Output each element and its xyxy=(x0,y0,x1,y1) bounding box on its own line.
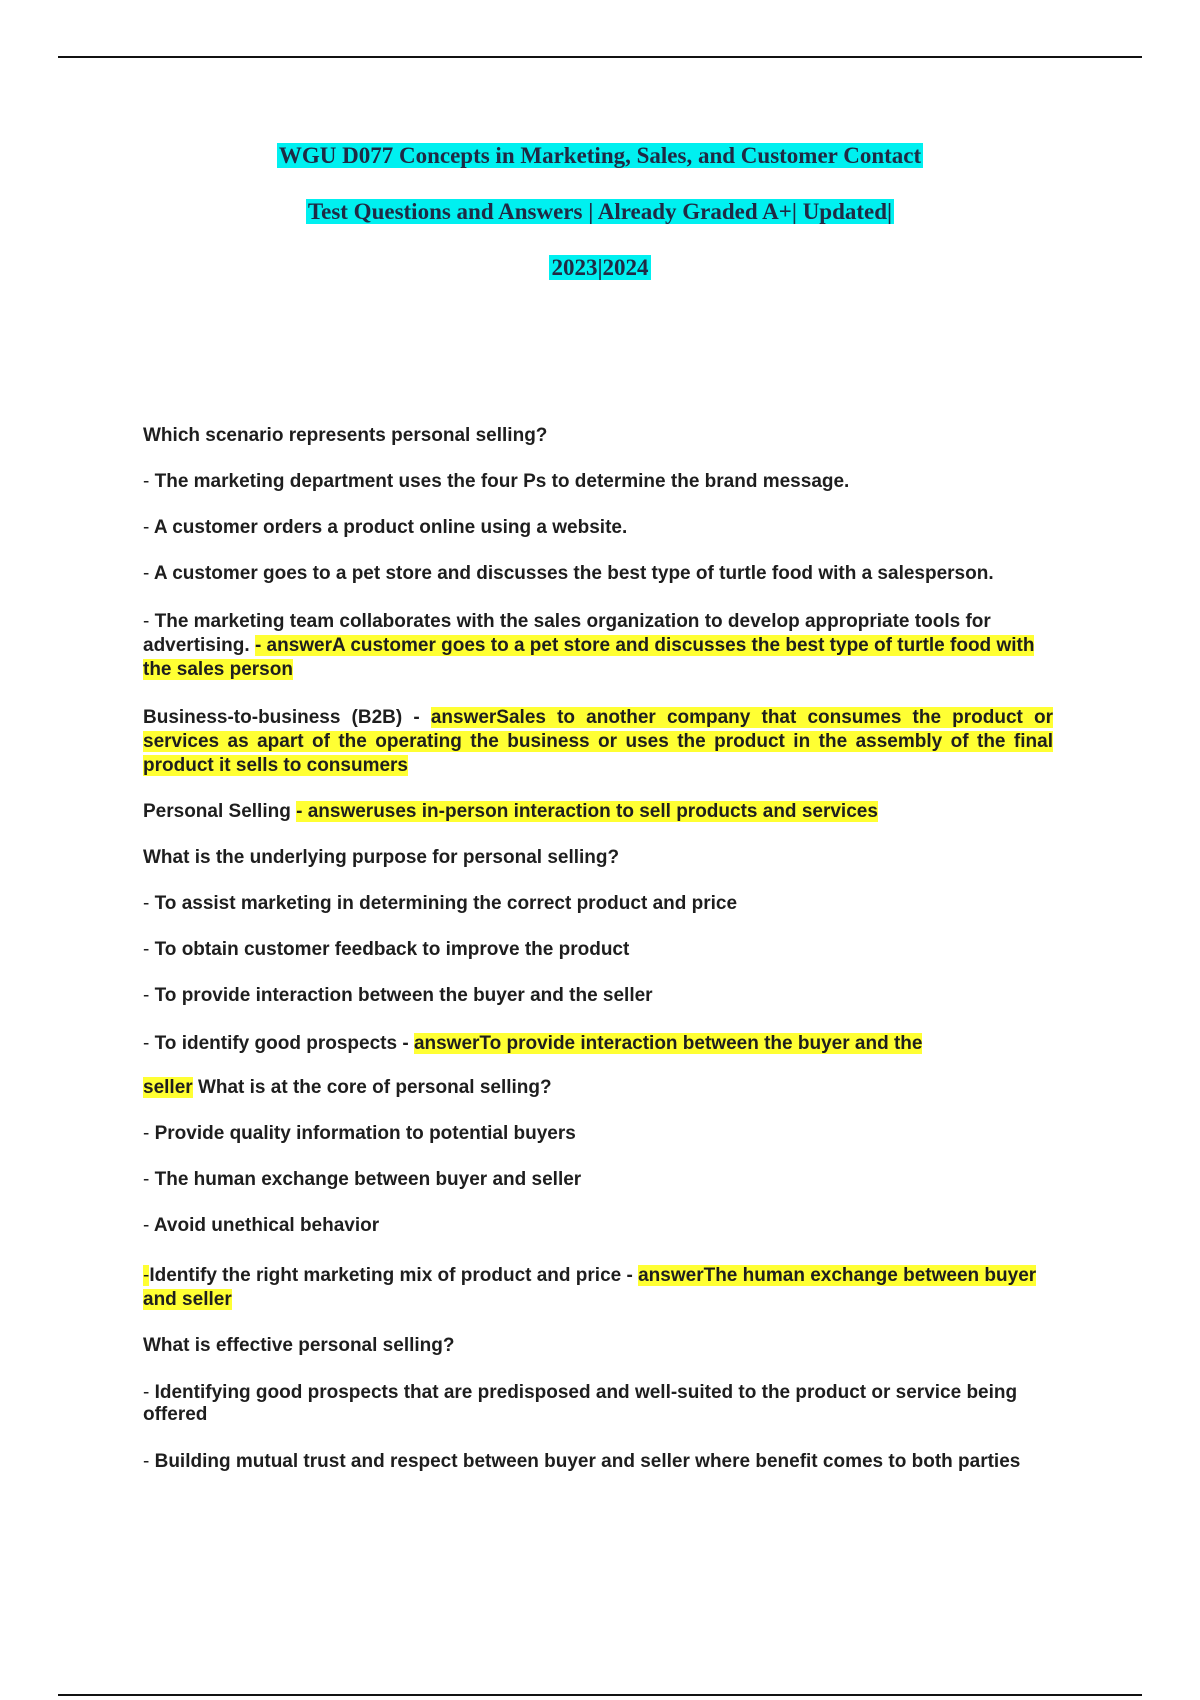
ps-term: Personal Selling xyxy=(143,801,291,822)
document-title xyxy=(0,142,1200,310)
ps-answer: - answeruses in-person interaction to sell products and services xyxy=(296,801,878,822)
q3-answer: answerThe human exchange between buyer and seller xyxy=(143,1265,1037,1310)
b2b-definition xyxy=(143,706,1053,778)
q2-answer-end-and-question-3: seller What is at the core of personal selling? xyxy=(143,1077,552,1098)
q1-option-2: - A customer orders a product online using a website. xyxy=(143,517,628,538)
question-2: What is the underlying purpose for personal selling? xyxy=(143,847,620,868)
b2b-answer: answerSales to another company that consumes the product or services as apart of the operating the business or uses the product in the assembly of the final product it sells to consumers xyxy=(143,707,1054,776)
question-4: What is effective personal selling? xyxy=(143,1335,455,1356)
q3-option-3: - Avoid unethical behavior xyxy=(143,1215,380,1236)
personal-selling-definition xyxy=(143,800,1053,824)
q4-option-2: - Building mutual trust and respect between buyer and seller where benefit comes to both parties xyxy=(143,1451,1021,1472)
title-line-1: WGU D077 Concepts in Marketing, Sales, and Customer Contact xyxy=(278,143,922,168)
q2-option-1: - To assist marketing in determining the correct product and price xyxy=(143,893,738,914)
q1-option-4: - The marketing team collaborates with the sales organization to develop appropriate tools for advertising. - answerA customer goes to a pet store and discusses the best type of turtle food with the sales person xyxy=(143,611,1035,680)
q1-answer: - answerA customer goes to a pet store and discusses the best type of turtle food with the sales person xyxy=(143,635,1035,680)
q2-option-4: - To identify good prospects - answerTo provide interaction between the buyer and the xyxy=(143,1033,923,1054)
q3-option-2: - The human exchange between buyer and seller xyxy=(143,1169,582,1190)
q3-option-1: - Provide quality information to potential buyers xyxy=(143,1123,576,1144)
q2-option-3: - To provide interaction between the buyer and the seller xyxy=(143,985,653,1006)
question-1: Which scenario represents personal selling? xyxy=(143,425,548,446)
q2-option-2: - To obtain customer feedback to improve the product xyxy=(143,939,630,960)
q3-option-4: -Identify the right marketing mix of product and price - answerThe human exchange between buyer and seller xyxy=(143,1265,1037,1310)
document-body xyxy=(143,424,1053,1496)
title-line-2: Test Questions and Answers | Already Graded A+| Updated| xyxy=(307,199,893,224)
q4-option-1: - Identifying good prospects that are predisposed and well-suited to the product or service being offered xyxy=(143,1382,1018,1425)
b2b-term: Business-to-business (B2B) - xyxy=(143,707,420,728)
top-rule xyxy=(58,56,1142,58)
q1-option-1: - The marketing department uses the four Ps to determine the brand message. xyxy=(143,471,850,492)
bottom-rule xyxy=(58,1694,1142,1696)
q2-answer: answerTo provide interaction between the buyer and the xyxy=(413,1033,923,1054)
question-3: What is at the core of personal selling? xyxy=(197,1077,552,1098)
q1-option-3: - A customer goes to a pet store and discusses the best type of turtle food with a salesperson. xyxy=(143,563,994,584)
title-line-3: 2023|2024 xyxy=(551,255,649,280)
